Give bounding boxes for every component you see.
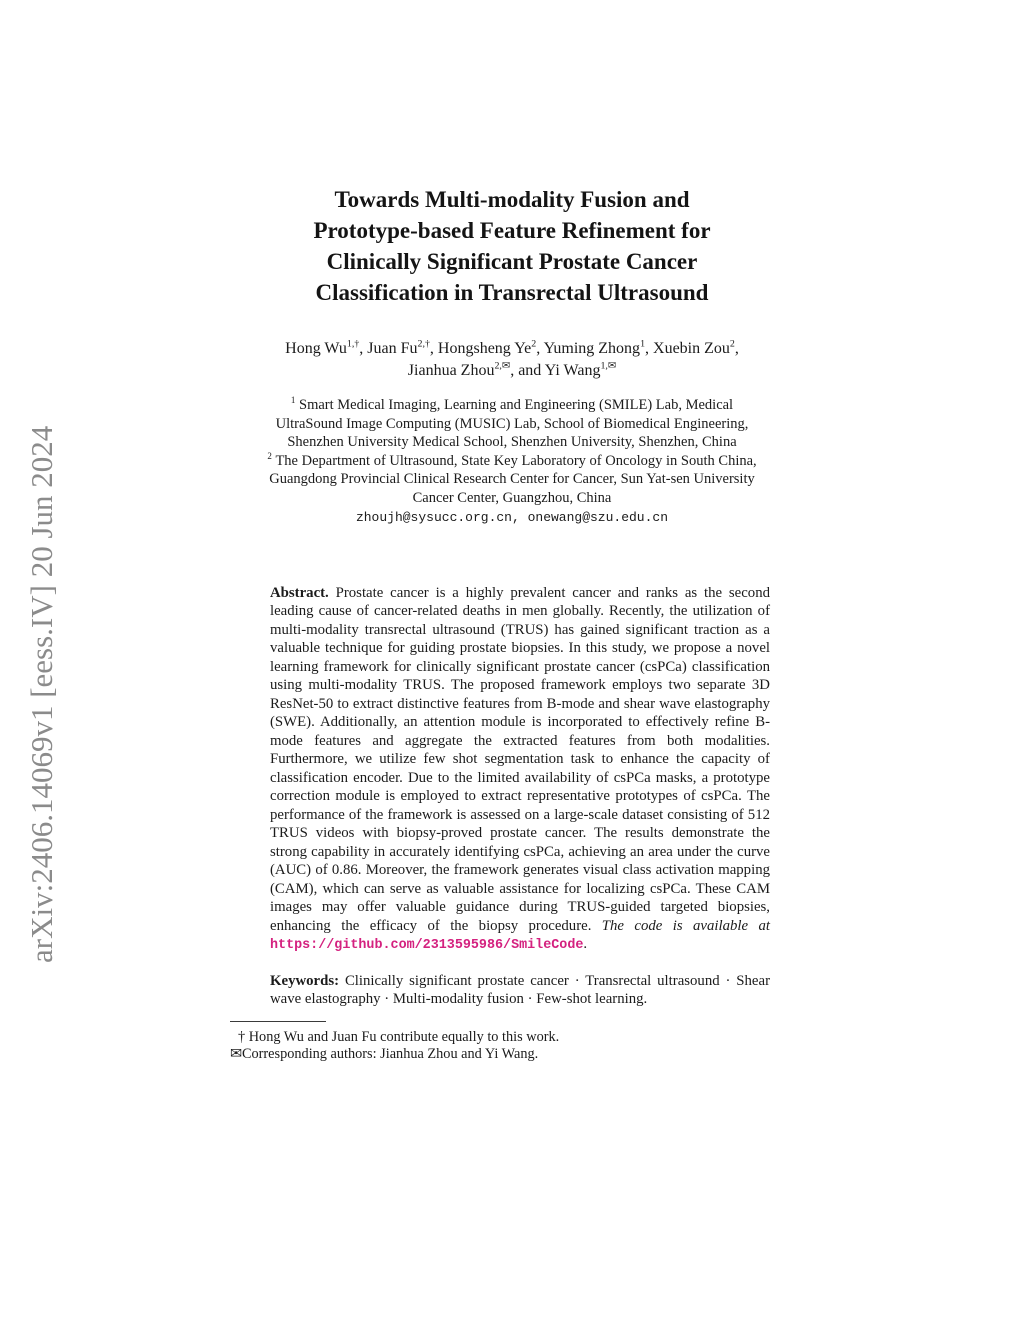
- code-availability-note: The code is available at: [601, 917, 770, 934]
- author-list: [230, 338, 794, 382]
- affiliation-superscript: 2: [267, 450, 272, 461]
- keywords-section: [270, 972, 770, 1009]
- email-separator: ,: [511, 510, 528, 525]
- author-superscript: 2: [531, 338, 537, 350]
- footnote-block: [230, 1021, 790, 1064]
- paper-title: [230, 184, 794, 308]
- author-name: , and Yi Wang: [510, 362, 601, 379]
- affiliation-line: Shenzhen University Medical School, Shenzhen University, Shenzhen, China: [287, 434, 737, 450]
- title-line: Classification in Transrectal Ultrasound: [315, 280, 709, 305]
- affiliations: [230, 396, 794, 528]
- arxiv-watermark: arXiv:2406.14069v1 [eess.IV] 20 Jun 2024: [24, 425, 59, 963]
- title-line: Prototype-based Feature Refinement for: [313, 218, 711, 243]
- equal-contribution-footnote: † Hong Wu and Juan Fu contribute equally to this work.: [238, 1028, 560, 1045]
- author-name: Jianhua Zhou: [407, 362, 495, 379]
- author-name: , Xuebin Zou: [645, 340, 730, 357]
- author-superscript: 1: [640, 338, 646, 350]
- author-name: , Yuming Zhong: [536, 340, 641, 357]
- affiliation-line: Cancer Center, Guangzhou, China: [412, 489, 612, 506]
- affiliation-2: [230, 452, 794, 508]
- author-name: ,: [734, 340, 739, 357]
- affiliation-line: Guangdong Provincial Clinical Research Center for Cancer, Sun Yat-sen University: [269, 471, 755, 487]
- authors-line-2: [230, 360, 794, 382]
- abstract-section: [270, 584, 770, 956]
- abstract-text: Prostate cancer is a highly prevalent cancer and ranks as the second leading cause of cancer-related deaths in men globally. Recently, the utilization of multi-modality transrectal ultrasound (TRUS) has gained significant traction as a valuable technique for guiding prostate biopsies. In this study, we propose a novel learning framework for clinically significant prostate cancer (csPCa) classification using multi-modality TRUS. The proposed framework employs two separate 3D ResNet-50 to extract distinctive features from B-mode and shear wave elastography (SWE). Additionally, an attention module is incorporated to effectively refine B-mode features and aggregate the extracted features from both modalities. Furthermore, we utilize few shot segmentation task to enhance the capacity of classification encoder. Due to the limited availability of csPCa masks, a prototype correction module is employed to extract representative prototypes of csPCa. The performance of the framework is assessed on a large-scale dataset consisting of 512 TRUS videos with biopsy-proved prostate cancer. The results demonstrate the strong capability in accurately identifying csPCa, achieving an area under the curve (AUC) of 0.86. Moreover, the framework generates visual class activation mapping (CAM), which can serve as valuable assistance for localizing csPCa. These CAM images may offer valuable guidance during TRUS-guided targeted biopsies, enhancing the efficacy of the biopsy procedure.: [270, 584, 771, 934]
- affiliation-1: [230, 396, 794, 452]
- author-superscript: 2,✉: [494, 360, 511, 372]
- author-superscript: 2,†: [417, 338, 430, 350]
- author-name: , Hongsheng Ye: [429, 340, 532, 357]
- abstract-label: Abstract.: [270, 584, 329, 601]
- affiliation-line: $^1$ Smart Medical Imaging, Learning and Engineering (SMILE) Lab, Medical: [290, 395, 734, 413]
- footnote-rule: [230, 1021, 326, 1022]
- affiliation-superscript: 1: [290, 395, 296, 406]
- email-line: [230, 509, 794, 528]
- paper-content: [230, 0, 794, 1064]
- affiliation-line: UltraSound Image Computing (MUSIC) Lab, School of Biomedical Engineering,: [275, 415, 749, 432]
- affiliation-line: $^2$ The Department of Ultrasound, State Key Laboratory of Oncology in South China,: [267, 450, 757, 469]
- authors-line-1: [230, 338, 794, 360]
- keywords-text: Clinically significant prostate cancer · Transrectal ultrasound · Shear wave elastography · Multi-modality fusion · Few-shot learning.: [270, 972, 770, 1007]
- title-line: Towards Multi-modality Fusion and: [334, 187, 690, 212]
- email-address: zhoujh@sysucc.org.cn: [355, 510, 512, 525]
- sentence-period: .: [583, 936, 588, 952]
- keywords-label: Keywords:: [270, 972, 340, 989]
- author-superscript: 1,✉: [600, 360, 617, 372]
- email-address: onewang@szu.edu.cn: [527, 510, 669, 525]
- title-line: Clinically Significant Prostate Cancer: [326, 249, 698, 274]
- github-link[interactable]: https://github.com/2313595986/SmileCode: [270, 938, 584, 953]
- author-superscript: 2: [729, 338, 735, 350]
- author-name: , Juan Fu: [359, 340, 418, 357]
- author-superscript: 1,†: [346, 338, 360, 350]
- author-name: Hong Wu: [285, 340, 347, 357]
- corresponding-authors-footnote: ✉Corresponding authors: Jianhua Zhou and Yi Wang.: [230, 1046, 539, 1062]
